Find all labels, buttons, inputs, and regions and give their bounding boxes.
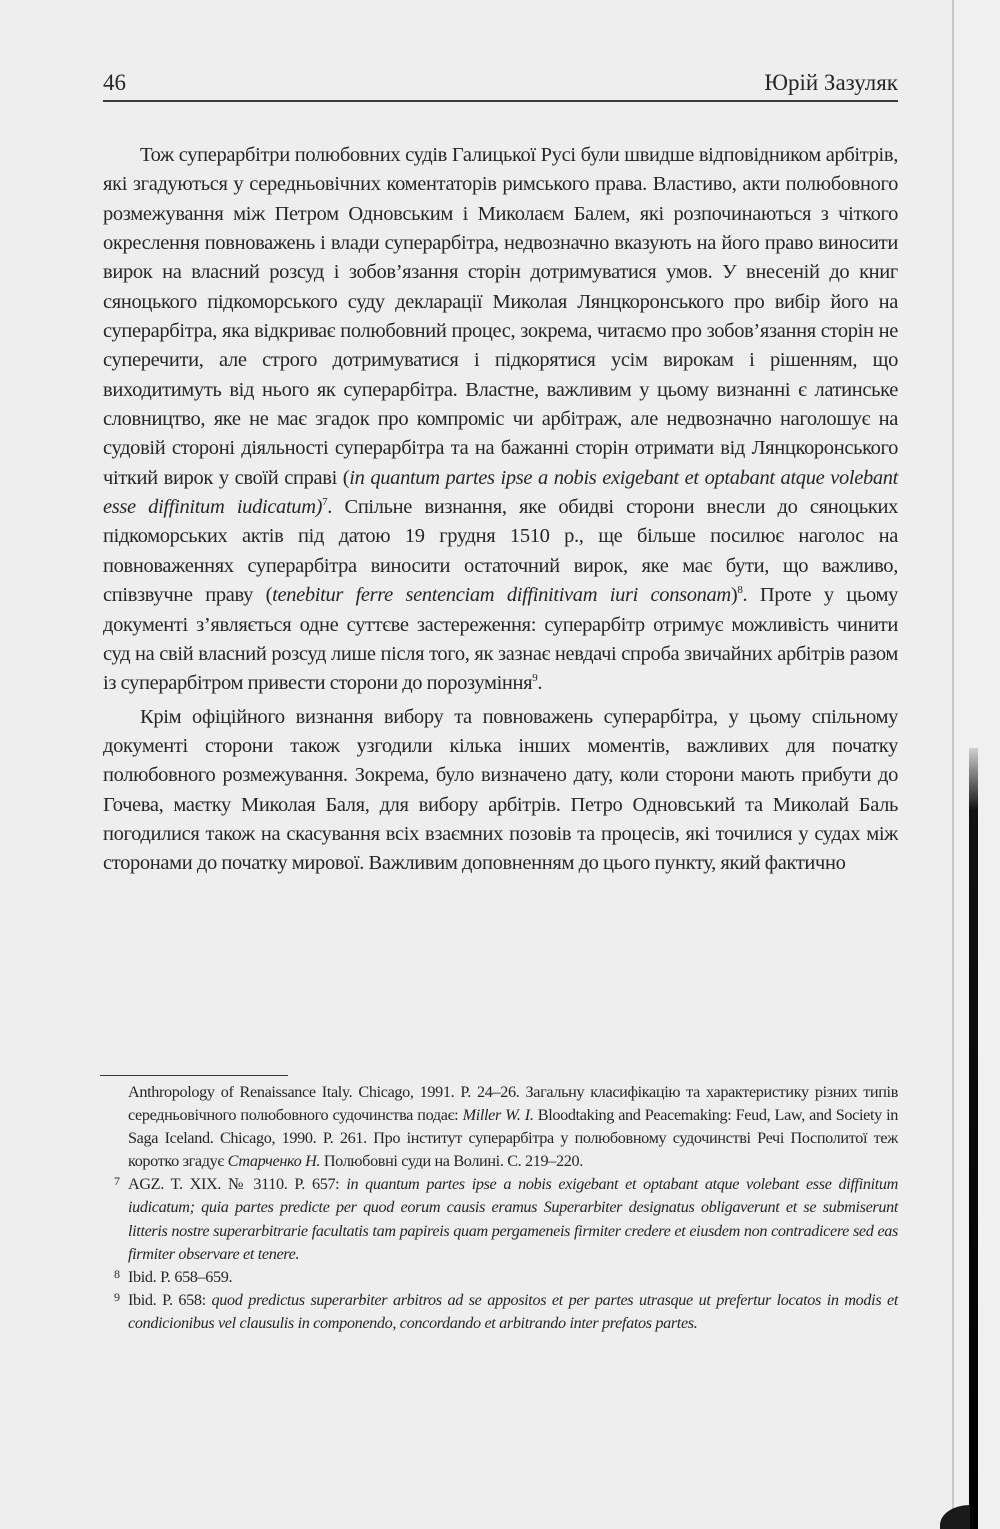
footnote-ref: 7 [322, 496, 328, 509]
latin-quote: quod predictus superarbiter arbitros ad se appositos et per partes utrasque ut prefertur locatos in modis et condicionibus vel clausulis in componendo, concordando et arbitrando inter prefatos partes. [128, 1290, 898, 1332]
text-run: Ibid. P. 658–659. [128, 1267, 233, 1286]
footnote [114, 1289, 898, 1335]
text-run: Bloodtaking and Peacemaking: Feud, Law, and Society in Saga Iceland. Chicago, 1990. P. 261. Про інститут суперарбітра у полюбовному судочинстві Речі Посполитої теж коротко згадує [128, 1106, 898, 1171]
text-run: . Проте у цьому документі з’являється одне суттєве застереження: суперарбітр отримує можливість чинити суд на свій власний розсуд лише після того, як зазнає невдачі спроба звичайних арбітрів разом із суперарбітром привести сторони до порозуміння [103, 584, 898, 695]
text-run: AGZ. T. XIX. № 3110. P. 657: [128, 1175, 347, 1194]
footnote-number: 8 [114, 1266, 120, 1281]
latin-quote: Старченко Н. [227, 1152, 321, 1171]
text-run: . [537, 672, 543, 695]
paragraph [103, 141, 898, 699]
footnote [114, 1081, 898, 1173]
text-run: Anthropology of Renaissance Italy. Chicago, 1991. P. 24–26. Загальну класифікацію та характеристику різних типів середньовічного полюбовного судочинства подає: [128, 1083, 898, 1125]
footnote-rule [100, 1075, 288, 1076]
text-run: Ibid. P. 658: [128, 1290, 212, 1309]
footnotes [114, 1081, 898, 1335]
footnote-number: 7 [114, 1174, 120, 1189]
latin-quote: in quantum partes ipse a nobis exigebant et optabant atque volebant esse diffinitum iudicatum; quia partes predicte per quod eorum causis eramus Superarbiter designatus obligaverunt et se submiserunt litteris nostre superarbitrarie facultatis tam papireis quam pergameneis firmiter credere et eiusdem non contradicere sed eas firmiter observare et tenere. [128, 1175, 898, 1263]
book-spine-shadow [969, 748, 978, 1529]
page-number: 46 [103, 70, 126, 95]
latin-quote: in quantum partes ipse a nobis exigebant et optabant atque volebant esse diffinitum iudicatum) [103, 466, 898, 519]
text-run: . Спільне визнання, яке обидві сторони внесли до сяноцьких підкоморських актів під датою 19 грудня 1510 р., ще більше посилює наголос на повноваженнях суперарбітра виносити остаточний вирок, яке має бути, що важливо, співзвучне праву ( [103, 496, 898, 607]
paragraph [103, 703, 898, 879]
header-rule [103, 100, 898, 102]
text-run: ) [730, 584, 738, 607]
footnote [114, 1266, 898, 1289]
running-head-author: Юрій Зазуляк [764, 70, 898, 95]
body-text [103, 141, 898, 879]
text-run: Крім офіційного визнання вибору та повноважень суперарбітра, у цьому спільному документі сторони також узгодили кілька інших моментів, важливих для початку полюбовного розмежування. Зокрема, було визначено дату, коли сторони мають прибути до Гочева, маєтку Миколая Баля, для вибору арбітрів. Петро Одновський та Миколай Баль погодилися також на скасування всіх взаємних позовів та процесів, які точилися у судах між сторонами до початку мирової. Важливим доповненням до цього пункту, який фактично [103, 705, 898, 875]
text-run: Полюбовні суди на Волині. С. 219–220. [320, 1152, 583, 1171]
latin-quote: Miller W. I. [462, 1106, 534, 1125]
latin-quote: tenebitur ferre sentenciam diffinitivam iuri consonam [272, 584, 731, 607]
page-header [103, 70, 898, 100]
footnote-number: 9 [114, 1289, 120, 1304]
text-run: Тож суперарбітри полюбовних судів Галицької Русі були швидше відповідником арбітрів, які згадуються у середньовічних коментаторів римського права. Властиво, акти полюбовного розмежування між Петром Одновським і Миколаєм Балем, які розпочинаються з чіткого окреслення повноважень і влади суперарбітра, недвозначно вказують на його право виносити вирок на власний розсуд і зобов’язання сторін дотримуватися умов. У внесеній до книг сяноцького підкоморського суду декларації Миколая Лянцкоронського про вибір його на суперарбітра, яка відкриває полюбовний процес, зокрема, читаємо про зобов’язання сторін не суперечити, але строго дотримуватися і підкорятися усім вирокам і рішенням, що виходитимуть від нього як суперарбітра. Властне, важливим у цьому визнанні є латинське словництво, яке не має згадок про компроміс чи арбітраж, але недвозначно наголошує на судовій стороні діяльності суперарбітра та на бажанні сторін отримати від Лянцкоронського чіткий вирок у своїй справі ( [103, 144, 898, 489]
footnote-ref: 8 [737, 584, 743, 597]
footnote-ref: 9 [532, 672, 538, 685]
footnote [114, 1173, 898, 1265]
